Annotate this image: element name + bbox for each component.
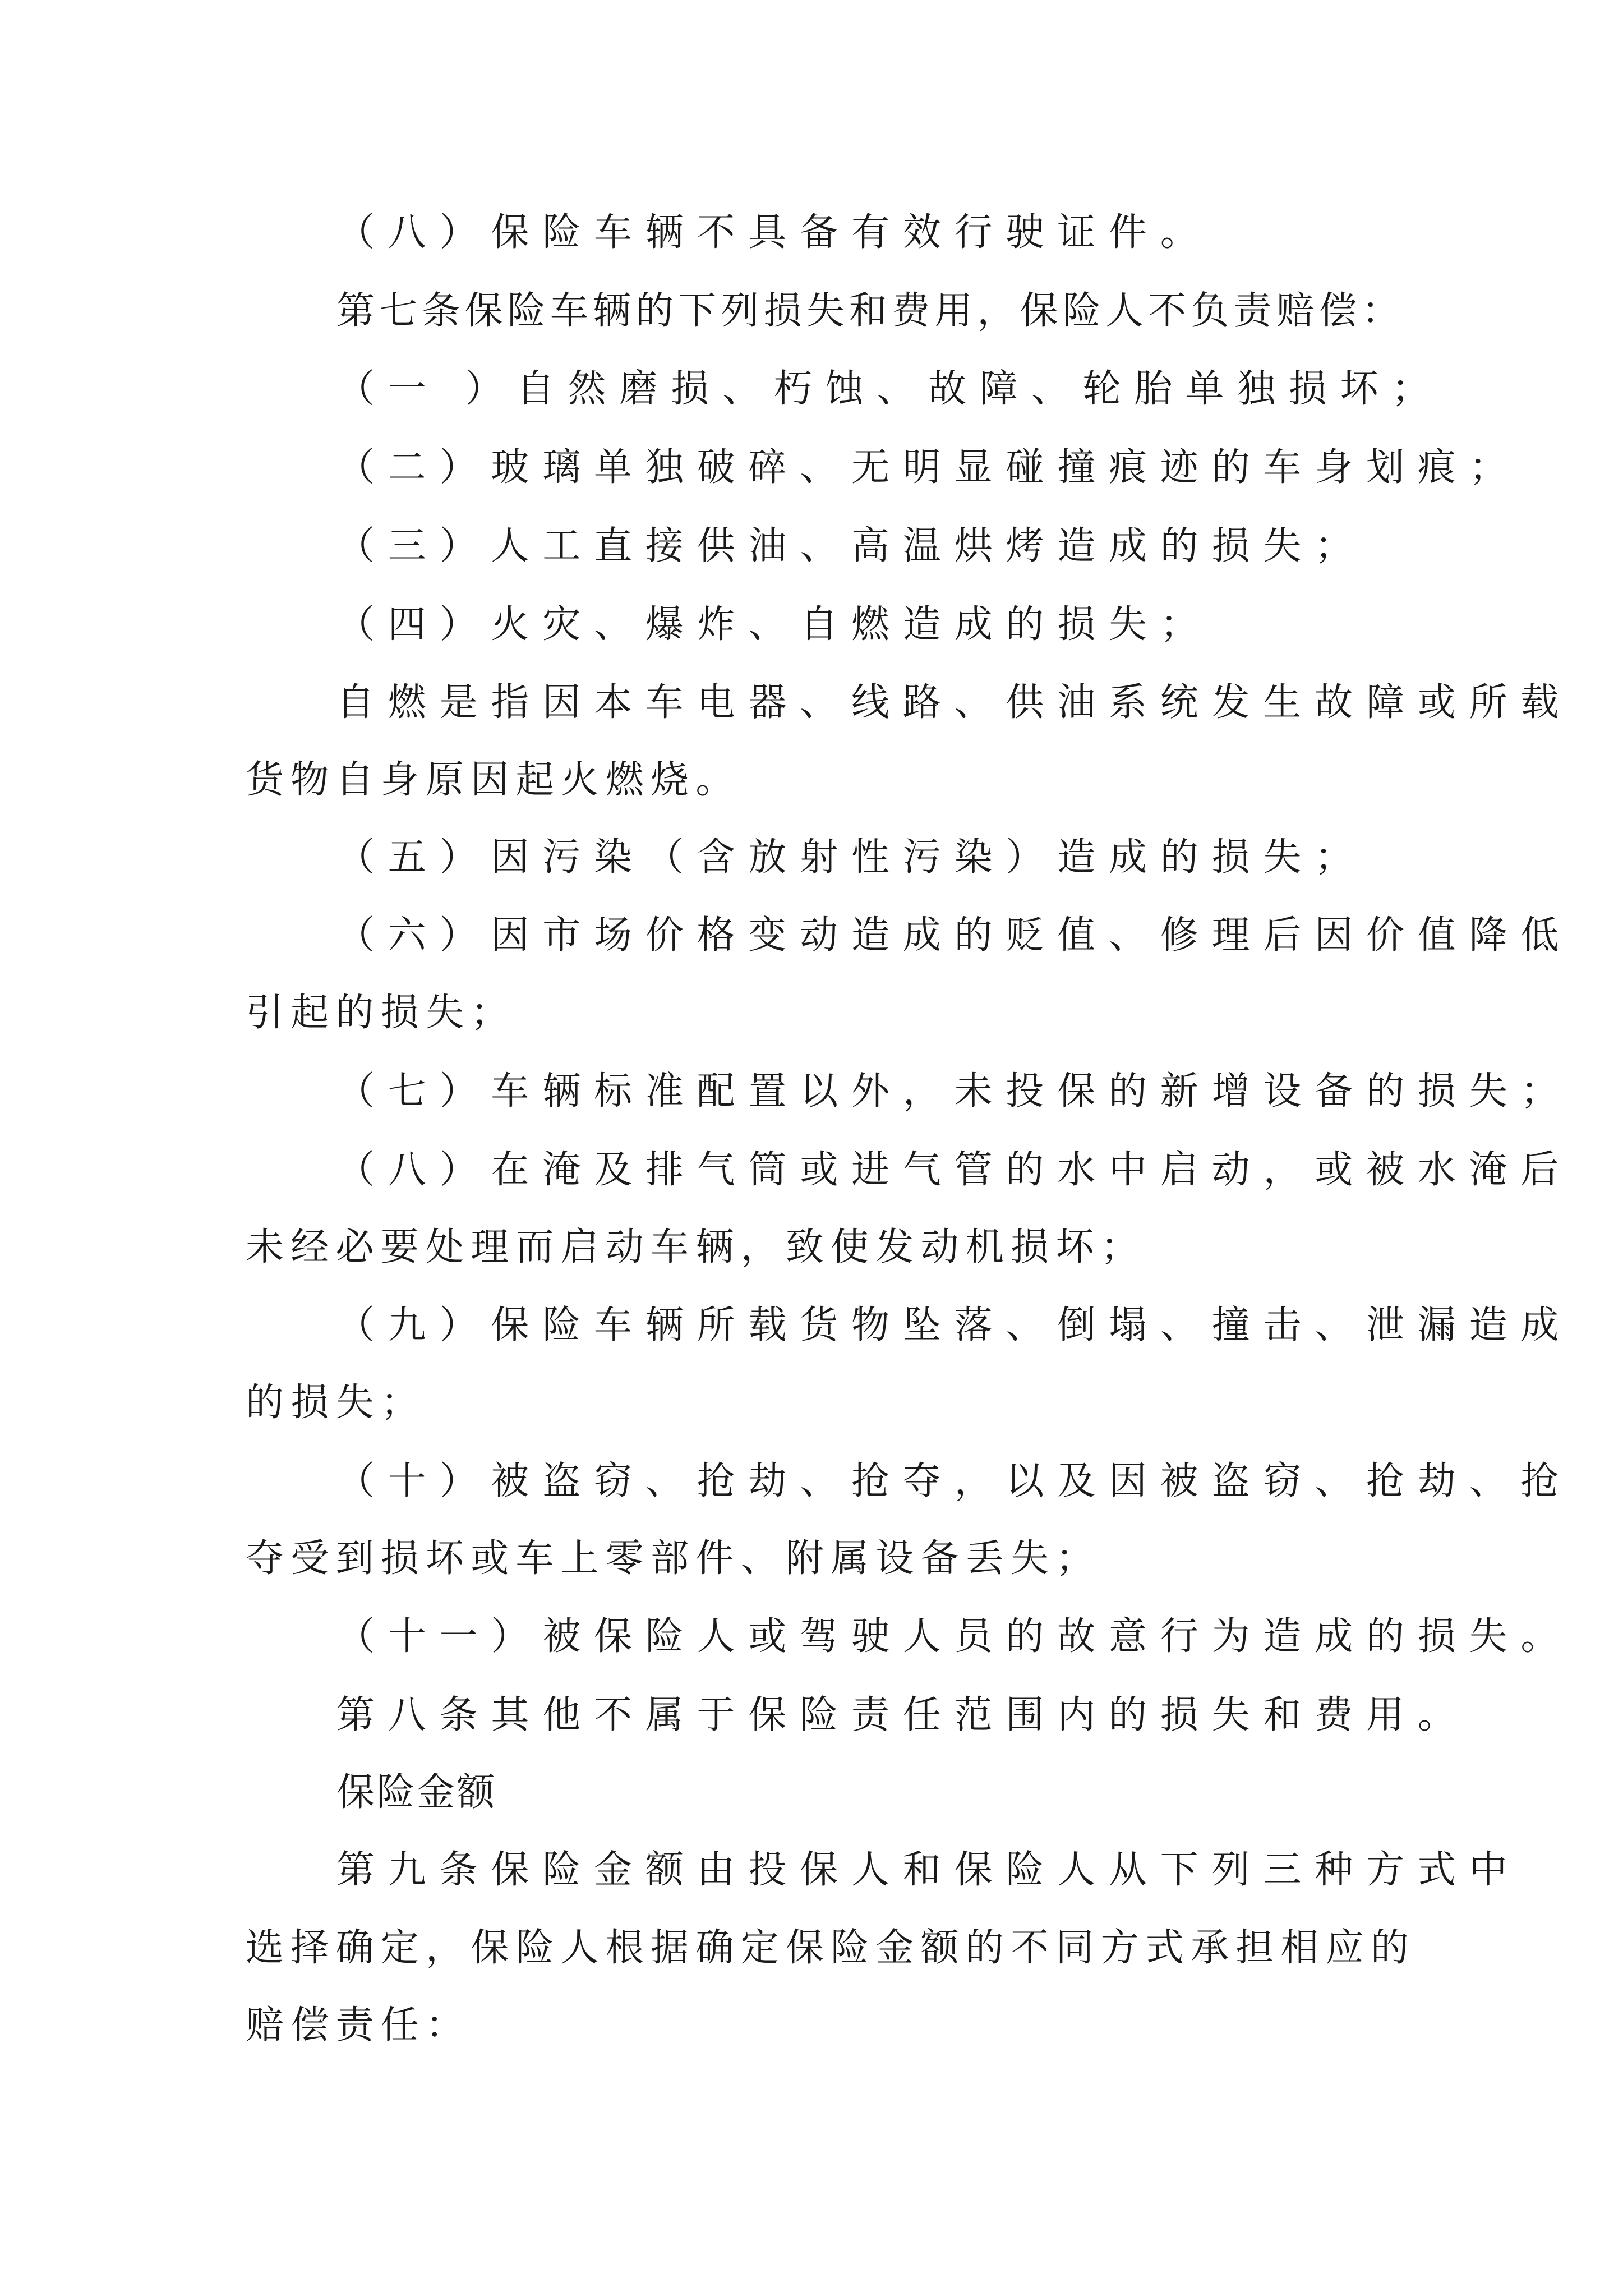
- text-line: 未经必要处理而启动车辆，致使发动机损坏；: [246, 1225, 1146, 1269]
- text-line: 赔偿责任：: [246, 2003, 471, 2047]
- text-line: （十一）被保险人或驾驶人员的故意行为造成的损失。: [336, 1614, 1573, 1659]
- text-line: （二）玻璃单独破碎、无明显碰撞痕迹的车身划痕；: [336, 445, 1521, 490]
- text-line: 引起的损失；: [246, 991, 516, 1035]
- text-line: 夺受到损坏或车上零部件、附属设备丢失；: [246, 1536, 1101, 1581]
- text-line: （一 ）自然磨损、朽蚀、故障、轮胎单独损坏；: [336, 367, 1444, 411]
- text-line: （八）在淹及排气筒或进气管的水中启动，或被水淹后: [336, 1148, 1573, 1192]
- text-line: 第八条其他不属于保险责任范围内的损失和费用。: [336, 1693, 1469, 1737]
- text-line: （八）保险车辆不具备有效行驶证件。: [336, 210, 1212, 255]
- text-line: （六）因市场价格变动造成的贬值、修理后因价值降低: [336, 913, 1573, 958]
- text-line: （七）车辆标准配置以外，未投保的新增设备的损失；: [336, 1069, 1573, 1114]
- text-line: 第七条保险车辆的下列损失和费用，保险人不负责赔偿：: [336, 289, 1405, 333]
- text-line: （十）被盗窃、抢劫、抢夺，以及因被盗窃、抢劫、抢: [336, 1459, 1573, 1503]
- text-line: （九）保险车辆所载货物坠落、倒塌、撞击、泄漏造成: [336, 1303, 1573, 1347]
- text-line: 的损失；: [246, 1381, 426, 1425]
- text-line: 第九条保险金额由投保人和保险人从下列三种方式中: [336, 1848, 1521, 1892]
- text-line: （五）因污染（含放射性污染）造成的损失；: [336, 835, 1367, 880]
- section-heading: 保险金额: [336, 1770, 497, 1815]
- text-line: （四）火灾、爆炸、自燃造成的损失；: [336, 602, 1212, 647]
- text-line: （三）人工直接供油、高温烘烤造成的损失；: [336, 524, 1367, 568]
- text-line: 自燃是指因本车电器、线路、供油系统发生故障或所载: [336, 680, 1573, 725]
- text-line: 货物自身原因起火燃烧。: [246, 758, 741, 802]
- text-line: 选择确定，保险人根据确定保险金额的不同方式承担相应的: [246, 1926, 1416, 1970]
